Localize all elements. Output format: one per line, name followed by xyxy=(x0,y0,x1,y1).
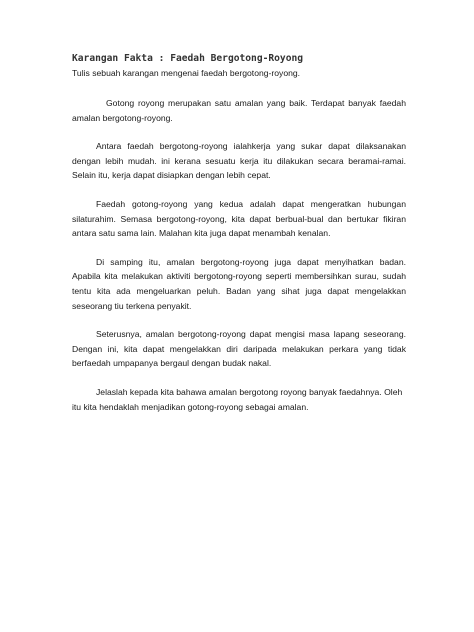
paragraph-point-three: Di samping itu, amalan bergotong-royong juga dapat menyihatkan badan. Apabila kita melakukan aktiviti bergotong-royong seperti membersihkan surau, sudah tentu kita ada mengeluarkan peluh. Badan yang sihat juga dapat mengelakkan seseorang tiu terkena penyakit. xyxy=(72,256,406,311)
essay-instruction: Tulis sebuah karangan mengenai faedah bergotong-royong. xyxy=(72,68,301,78)
paragraph-point-one: Antara faedah bergotong-royong ialahkerja yang sukar dapat dilaksanakan dengan lebih mudah. ini kerana sesuatu kerja itu dilakukan secara beramai-ramai. Selain itu, kerja dapat disiapkan dengan lebih cepat. xyxy=(72,141,406,181)
document-title: Karangan Fakta : Faedah Bergotong-Royong xyxy=(72,53,304,64)
paragraph-point-two: Faedah gotong-royong yang kedua adalah dapat mengeratkan hubungan silaturahim. Semasa bergotong-royong, kita dapat berbual-bual dan bertukar fikiran antara satu sama lain. Malahan kita juga dapat menambah kenalan. xyxy=(72,198,406,239)
paragraph-conclusion: Jelaslah kepada kita bahawa amalan bergotong royong banyak faedahnya. Oleh itu kita hendaklah menjadikan gotong-royong sebagai amalan. xyxy=(72,386,403,412)
paragraph-point-four: Seterusnya, amalan bergotong-royong dapat mengisi masa lapang seseorang. Dengan ini, kita dapat mengelakkan diri daripada melakukan perkara yang tidak berfaedah umpapanya bergaul dengan budak nakal. xyxy=(72,329,406,369)
document-page xyxy=(72,52,406,428)
paragraph-introduction: Gotong royong merupakan satu amalan yang baik. Terdapat banyak faedah amalan bergotong-royong. xyxy=(72,98,406,123)
